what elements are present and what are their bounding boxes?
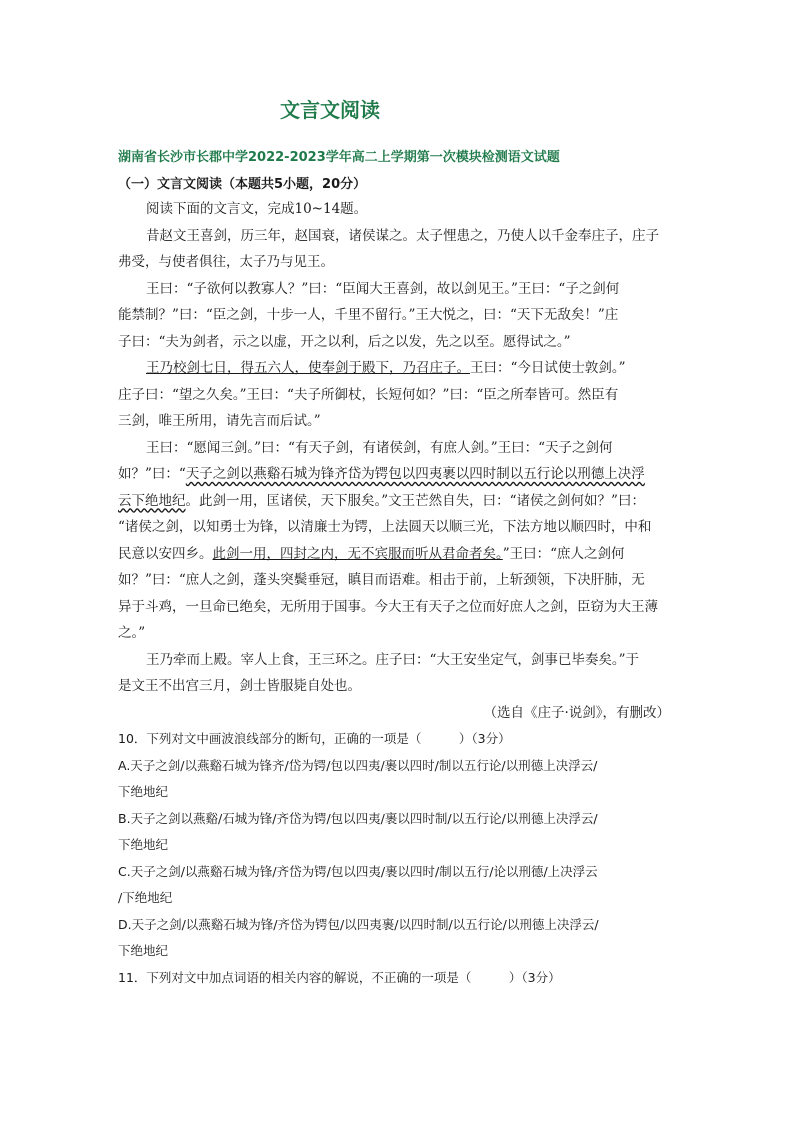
passage-text: 王曰：“今日试使士敦剑。” (470, 360, 626, 376)
passage-text: ”王曰：“庶人之剑何 (502, 545, 625, 562)
page-title: 文言文阅读 (280, 98, 380, 122)
underlined-sentence: 王乃校剑七日，得五六人，使奉剑于殿下，乃召庄子。 (146, 360, 470, 376)
passage-line: 异于斗鸡，一旦命已绝矣，无所用于国事。今大王有天子之位而好庶人之剑，臣窃为大王薄 (118, 598, 658, 615)
passage-line (118, 488, 678, 515)
option-b-continued: 下绝地纪 (118, 837, 169, 852)
passage-line: 如？”曰：“庶人之剑，蓬头突鬓垂冠，瞋目而语难。相击于前，上斩颈领，下决肝肺，无 (118, 572, 645, 588)
section-heading: （一）文言文阅读（本题共5小题，20分） (118, 177, 367, 192)
passage-text: 如？”曰：“ (118, 466, 186, 482)
passage-line: 是文王不出宫三月，剑士皆服毙自处也。 (118, 678, 361, 694)
option-c: C.天子之剑/以燕谿石城为锋/齐岱为锷/包以四夷/裹以四时/制以五行/论以刑德/上决浮云 (118, 863, 598, 879)
passage-line: 王曰：“愿闻三剑。”曰：“有天子剑，有诸侯剑，有庶人剑。”王曰：“天子之剑何 (146, 439, 613, 456)
citation: （选自《庄子·说剑》，有删改） (483, 704, 670, 721)
passage-line: 之。” (118, 625, 146, 641)
passage-line: 庄子曰：“望之久矣。”王曰：“夫子所御杖，长短何如？”曰：“臣之所奉皆可。然臣有 (118, 386, 619, 403)
passage-line: 能禁制？”曰：“臣之剑，十步一人，千里不留行。”王大悦之，曰：“天下无敌矣！”庄 (118, 307, 619, 323)
passage-text: 。此剑一用，匡诸侯，天下服矣。”文王芒然自失，曰：“诸侯之剑何如？”曰： (185, 492, 645, 509)
passage-text: 民意以安四乡。 (118, 545, 213, 562)
wavy-underlined-text: 云下绝地纪 (118, 492, 186, 509)
option-a: A.天子之剑/以燕谿石城为锋齐/岱为锷/包以四夷/裹以四时/制以五行论/以刑德上决浮云/ (118, 757, 598, 773)
passage-line (118, 541, 678, 568)
passage-line: 子曰：“夫为剑者，示之以虚，开之以利，后之以发，先之以至。愿得试之。” (118, 333, 571, 350)
option-b: B.天子之剑以燕谿/石城为锋/齐岱为锷/包以四夷/裹以四时制/以五行论/以刑德上决浮云/ (118, 810, 598, 826)
option-c-continued: /下绝地纪 (118, 890, 173, 905)
passage-line: 三剑，唯王所用，请先言而后试。” (118, 413, 321, 429)
option-a-continued: 下绝地纪 (118, 784, 169, 799)
option-d: D.天子之剑/以燕谿石城为锋/齐岱为锷包/以四夷裹/以四时制/以五行论/以刑德上决浮云/ (118, 916, 599, 932)
question-10-stem: 10．下列对文中画波浪线部分的断句，正确的一项是（ ）（3分） (118, 731, 511, 746)
option-d-continued: 下绝地纪 (118, 943, 169, 958)
passage-line: “诸侯之剑，以知勇士为锋，以清廉士为锷，上法圆天以顺三光，下法方地以顺四时，中和 (118, 519, 652, 535)
underlined-sentence: 此剑一用，四封之内，无不宾服而听从君命者矣。 (212, 545, 503, 562)
passage-line: 弗受，与使者俱往，太子乃与见王。 (118, 254, 334, 270)
source-title: 湖南省长沙市长郡中学2022-2023学年高二上学期第一次模块检测语文试题 (118, 150, 560, 165)
instruction: 阅读下面的文言文，完成10~14题。 (146, 201, 368, 217)
passage-line (118, 355, 678, 382)
passage-line (118, 461, 678, 488)
wavy-underlined-text: 天子之剑以燕谿石城为锋齐岱为锷包以四夷裹以四时制以五行论以刑德上决浮 (185, 466, 645, 482)
question-11-stem: 11．下列对文中加点词语的相关内容的解说，不正确的一项是（ ）（3分） (118, 969, 561, 985)
passage-line: 昔赵文王喜剑，历三年，赵国衰，诸侯谋之。太子悝患之，乃使人以千金奉庄子，庄子 (146, 227, 659, 244)
passage-line: 王曰：“子欲何以教寡人？”曰：“臣闻大王喜剑，故以剑见王。”王曰：“子之剑何 (146, 280, 620, 297)
document-body (118, 196, 678, 991)
passage-line: 王乃牵而上殿。宰人上食，王三环之。庄子曰：“大王安坐定气，剑事已毕奏矣。”于 (146, 651, 640, 668)
